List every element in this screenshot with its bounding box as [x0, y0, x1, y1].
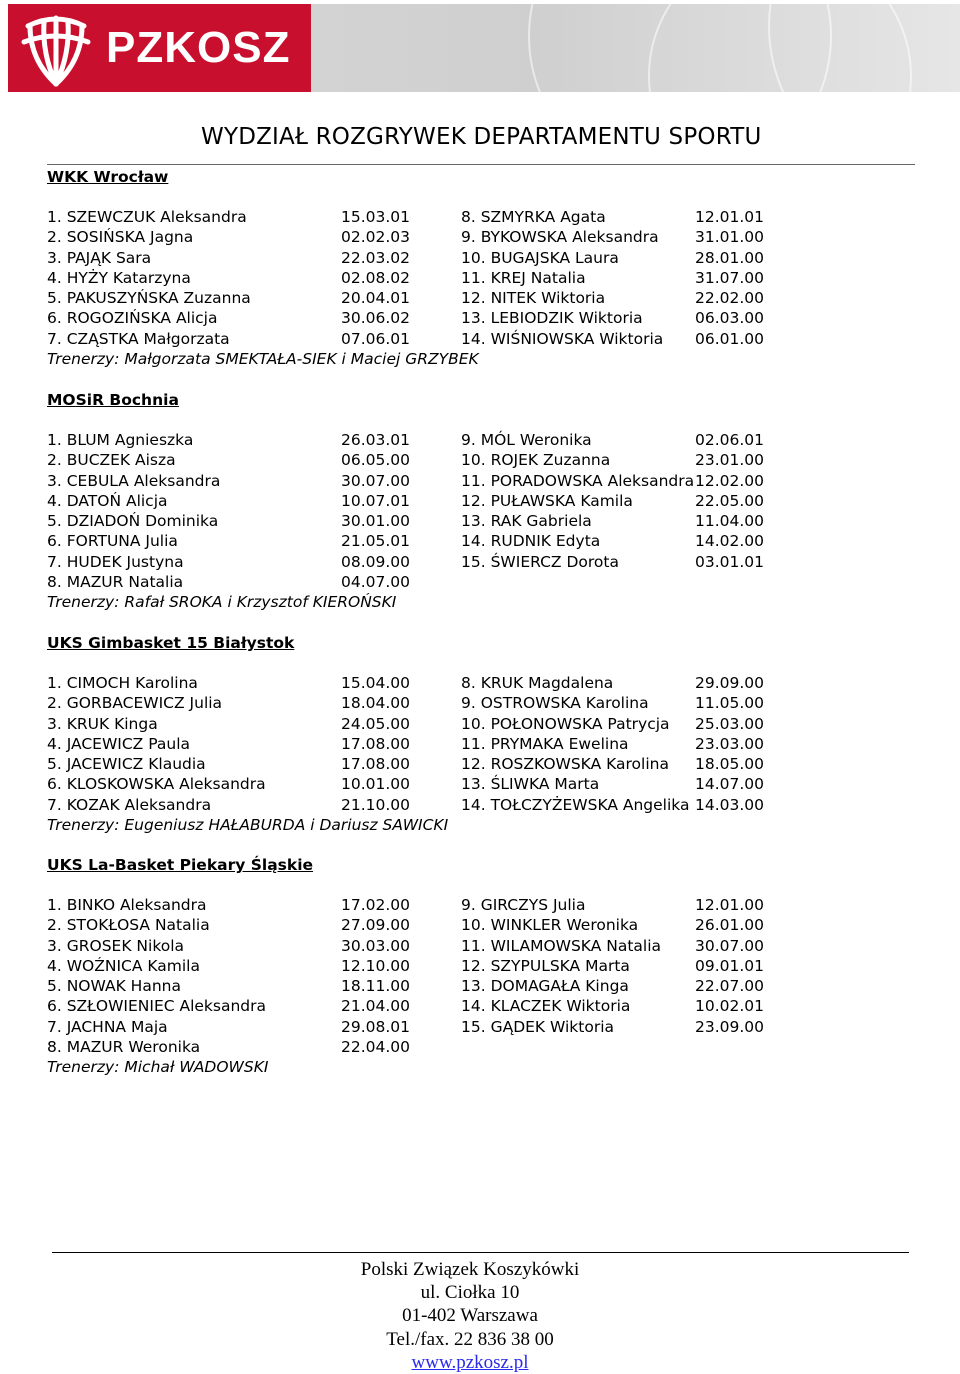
player-birthdate: 21.04.00: [341, 997, 411, 1016]
team-block: [47, 855, 767, 1077]
player-birthdate: 31.07.00: [695, 268, 765, 287]
player-birthdate: 12.01.00: [695, 896, 765, 914]
player-name: 8. MAZUR Weronika: [47, 1038, 201, 1057]
player-birthdate: 25.03.00: [695, 714, 765, 733]
player-birthdate: 21.05.01: [341, 532, 411, 551]
player-birthdate: 08.09.00: [341, 552, 411, 571]
player-name: 8. SZMYRKA Agata: [461, 208, 606, 226]
player-row: [47, 531, 461, 551]
player-name: 15. ŚWIERCZ Dorota: [461, 552, 619, 571]
player-birthdate: 06.01.00: [695, 329, 765, 348]
player-name: 3. KRUK Kinga: [47, 714, 158, 733]
team-block: [47, 633, 767, 835]
team-name: UKS Gimbasket 15 Białystok: [47, 634, 295, 652]
player-birthdate: 23.01.00: [695, 451, 765, 470]
player-birthdate: 18.11.00: [341, 977, 411, 996]
player-row: [47, 1037, 461, 1057]
player-name: 6. KLOSKOWSKA Aleksandra: [47, 775, 266, 794]
player-name: 14. KLACZEK Wiktoria: [461, 997, 631, 1016]
player-birthdate: 12.01.01: [695, 208, 765, 226]
player-birthdate: 26.03.01: [341, 431, 411, 449]
player-birthdate: 29.09.00: [695, 674, 765, 692]
player-name: 2. STOKŁOSA Natalia: [47, 916, 210, 935]
player-name: 1. CIMOCH Karolina: [47, 674, 198, 692]
player-birthdate: 17.02.00: [341, 896, 411, 914]
player-name: 5. NOWAK Hanna: [47, 977, 181, 996]
player-row: [47, 996, 461, 1016]
player-name: 7. KOZAK Aleksandra: [47, 795, 212, 814]
player-row: [47, 248, 461, 268]
player-birthdate: 29.08.01: [341, 1017, 411, 1036]
player-row: [47, 227, 461, 247]
footer-org: Polski Związek Koszykówki: [360, 1259, 580, 1280]
player-name: 11. PRYMAKA Ewelina: [461, 734, 629, 753]
player-name: 8. MAZUR Natalia: [47, 573, 184, 592]
player-birthdate: 22.07.00: [695, 977, 765, 996]
player-row: [47, 673, 461, 693]
player-row: [47, 491, 461, 511]
player-birthdate: 17.08.00: [341, 755, 411, 774]
player-row: [47, 976, 461, 996]
player-row: [47, 471, 461, 491]
player-name: 12. PUŁAWSKA Kamila: [461, 491, 633, 510]
player-name: 11. KREJ Natalia: [461, 268, 586, 287]
team-roster: [47, 430, 767, 592]
player-birthdate: 10.01.00: [341, 775, 411, 794]
team-coaches: Trenerzy: Eugeniusz HAŁABURDA i Dariusz SAWICKI: [47, 816, 449, 835]
player-row: [47, 734, 461, 754]
player-row: [47, 936, 461, 956]
player-row: [47, 572, 461, 592]
player-birthdate: 30.03.00: [341, 936, 411, 955]
player-name: 1. BLUM Agnieszka: [47, 431, 194, 449]
player-name: 14. RUDNIK Edyta: [461, 532, 601, 551]
player-birthdate: 11.04.00: [695, 512, 765, 531]
player-birthdate: 04.07.00: [341, 573, 411, 592]
player-birthdate: 22.05.00: [695, 491, 765, 510]
player-name: 10. BUGAJSKA Laura: [461, 248, 619, 267]
player-birthdate: 15.04.00: [341, 674, 411, 692]
player-birthdate: 12.02.00: [695, 471, 765, 490]
team-name: WKK Wrocław: [47, 168, 169, 186]
player-name: 13. DOMAGAŁA Kinga: [461, 977, 629, 996]
player-name: 9. GIRCZYS Julia: [461, 896, 586, 914]
player-name: 6. FORTUNA Julia: [47, 532, 178, 551]
player-birthdate: 02.06.01: [695, 431, 765, 449]
team-roster: [47, 207, 767, 349]
player-name: 7. CZĄSTKA Małgorzata: [47, 329, 230, 348]
player-birthdate: 22.03.02: [341, 248, 411, 267]
player-row: [47, 774, 461, 794]
roster-column-left: [47, 895, 461, 1057]
player-birthdate: 30.07.00: [341, 471, 411, 490]
player-name: 5. JACEWICZ Klaudia: [47, 755, 206, 774]
player-name: 2. GORBACEWICZ Julia: [47, 694, 223, 713]
player-birthdate: 15.03.01: [341, 208, 411, 226]
player-birthdate: 14.03.00: [695, 795, 765, 814]
player-name: 8. KRUK Magdalena: [461, 674, 614, 692]
player-name: 11. WILAMOWSKA Natalia: [461, 936, 662, 955]
department-title: WYDZIAŁ ROZGRYWEK DEPARTAMENTU SPORTU: [201, 124, 762, 150]
player-row: [47, 915, 461, 935]
player-name: 12. SZYPULSKA Marta: [461, 956, 630, 975]
player-name: 5. DZIADOŃ Dominika: [47, 512, 219, 531]
player-name: 12. NITEK Wiktoria: [461, 289, 606, 308]
player-birthdate: 07.06.01: [341, 329, 411, 348]
team-coaches: Trenerzy: Małgorzata SMEKTAŁA-SIEK i Maciej GRZYBEK: [47, 350, 479, 369]
player-name: 9. BYKOWSKA Aleksandra: [461, 228, 659, 247]
player-name: 4. HYŻY Katarzyna: [47, 268, 191, 287]
player-birthdate: 31.01.00: [695, 228, 765, 247]
player-birthdate: 11.05.00: [695, 694, 765, 713]
player-row: [47, 329, 461, 349]
player-row: [47, 430, 461, 450]
player-row: [47, 450, 461, 470]
player-birthdate: 23.09.00: [695, 1017, 765, 1036]
player-name: 12. ROSZKOWSKA Karolina: [461, 755, 669, 774]
team-roster: [47, 895, 767, 1057]
player-row: [47, 956, 461, 976]
player-name: 9. OSTROWSKA Karolina: [461, 694, 649, 713]
player-birthdate: 17.08.00: [341, 734, 411, 753]
player-name: 13. RAK Gabriela: [461, 512, 592, 531]
player-birthdate: 18.04.00: [341, 694, 411, 713]
player-birthdate: 03.01.01: [695, 552, 765, 571]
player-name: 2. SOSIŃSKA Jagna: [47, 228, 194, 247]
footer-website-link[interactable]: www.pzkosz.pl: [411, 1351, 529, 1373]
player-birthdate: 14.07.00: [695, 775, 765, 794]
team-block: [47, 167, 767, 369]
player-birthdate: 27.09.00: [341, 916, 411, 935]
player-name: 7. JACHNA Maja: [47, 1017, 168, 1036]
player-name: 13. LEBIODZIK Wiktoria: [461, 309, 643, 328]
team-coaches: Trenerzy: Rafał SROKA i Krzysztof KIEROŃSKI: [47, 593, 397, 612]
player-birthdate: 28.01.00: [695, 248, 765, 267]
player-name: 3. PAJĄK Sara: [47, 248, 152, 267]
player-birthdate: 06.05.00: [341, 451, 411, 470]
roster-column-left: [47, 430, 461, 592]
player-name: 10. POŁONOWSKA Patrycja: [461, 714, 670, 733]
player-name: 3. GROSEK Nikola: [47, 936, 185, 955]
player-name: 5. PAKUSZYŃSKA Zuzanna: [47, 289, 251, 308]
player-name: 10. WINKLER Weronika: [461, 916, 639, 935]
team-coaches: Trenerzy: Michał WADOWSKI: [47, 1058, 269, 1077]
player-row: [47, 268, 461, 288]
player-birthdate: 02.02.03: [341, 228, 411, 247]
player-name: 13. ŚLIWKA Marta: [461, 775, 600, 794]
player-row: [47, 308, 461, 328]
footer: [0, 1258, 940, 1374]
player-row: [47, 895, 461, 915]
player-name: 1. BINKO Aleksandra: [47, 896, 207, 914]
player-name: 4. DATOŃ Alicja: [47, 491, 168, 510]
player-birthdate: 02.08.02: [341, 268, 411, 287]
footer-divider: [52, 1252, 909, 1253]
player-row: [47, 754, 461, 774]
roster-column-left: [47, 207, 461, 349]
footer-city: 01-402 Warszawa: [402, 1305, 538, 1327]
player-row: [47, 693, 461, 713]
team-name: MOSiR Bochnia: [47, 391, 179, 409]
player-birthdate: 22.02.00: [695, 289, 765, 308]
player-name: 14. WIŚNIOWSKA Wiktoria: [461, 329, 664, 348]
team-block: [47, 390, 767, 612]
player-name: 15. GĄDEK Wiktoria: [461, 1017, 615, 1036]
player-name: 1. SZEWCZUK Aleksandra: [47, 208, 247, 226]
player-name: 9. MÓL Weronika: [461, 431, 592, 449]
player-row: [47, 795, 461, 815]
player-birthdate: 14.02.00: [695, 532, 765, 551]
player-row: [47, 511, 461, 531]
player-birthdate: 12.10.00: [341, 956, 411, 975]
player-birthdate: 24.05.00: [341, 714, 411, 733]
player-birthdate: 26.01.00: [695, 916, 765, 935]
player-birthdate: 21.10.00: [341, 795, 411, 814]
player-birthdate: 06.03.00: [695, 309, 765, 328]
player-birthdate: 10.02.01: [695, 997, 765, 1016]
title-divider: [47, 164, 915, 165]
team-roster: [47, 673, 767, 815]
team-name: UKS La-Basket Piekary Śląskie: [47, 856, 314, 874]
player-row: [47, 207, 461, 227]
player-birthdate: 22.04.00: [341, 1038, 411, 1057]
player-name: 10. ROJEK Zuzanna: [461, 451, 611, 470]
player-birthdate: 10.07.01: [341, 491, 411, 510]
player-birthdate: 30.07.00: [695, 936, 765, 955]
footer-street: ul. Ciołka 10: [420, 1282, 520, 1304]
player-birthdate: 20.04.01: [341, 289, 411, 308]
footer-phone: Tel./fax. 22 836 38 00: [386, 1328, 554, 1350]
player-birthdate: 30.01.00: [341, 512, 411, 531]
player-name: 3. CEBULA Aleksandra: [47, 471, 221, 490]
player-name: 4. JACEWICZ Paula: [47, 734, 191, 753]
player-birthdate: 18.05.00: [695, 755, 765, 774]
pzkosz-logo: [8, 4, 311, 92]
roster-column-left: [47, 673, 461, 815]
basketball-icon: [16, 8, 96, 88]
player-birthdate: 09.01.01: [695, 956, 765, 975]
player-name: 2. BUCZEK Aisza: [47, 451, 176, 470]
player-name: 6. ROGOZIŃSKA Alicja: [47, 309, 218, 328]
player-row: [47, 1017, 461, 1037]
player-name: 11. PORADOWSKA Aleksandra: [461, 471, 695, 490]
player-birthdate: 23.03.00: [695, 734, 765, 753]
player-row: [47, 552, 461, 572]
player-birthdate: 30.06.02: [341, 309, 411, 328]
player-name: 14. TOŁCZYŻEWSKA Angelika: [461, 795, 690, 814]
player-row: [47, 288, 461, 308]
player-name: 4. WOŹNICA Kamila: [47, 956, 200, 975]
player-name: 7. HUDEK Justyna: [47, 552, 184, 571]
player-name: 6. SZŁOWIENIEC Aleksandra: [47, 997, 267, 1016]
logo-text: PZKOSZ: [106, 23, 291, 72]
player-row: [47, 714, 461, 734]
